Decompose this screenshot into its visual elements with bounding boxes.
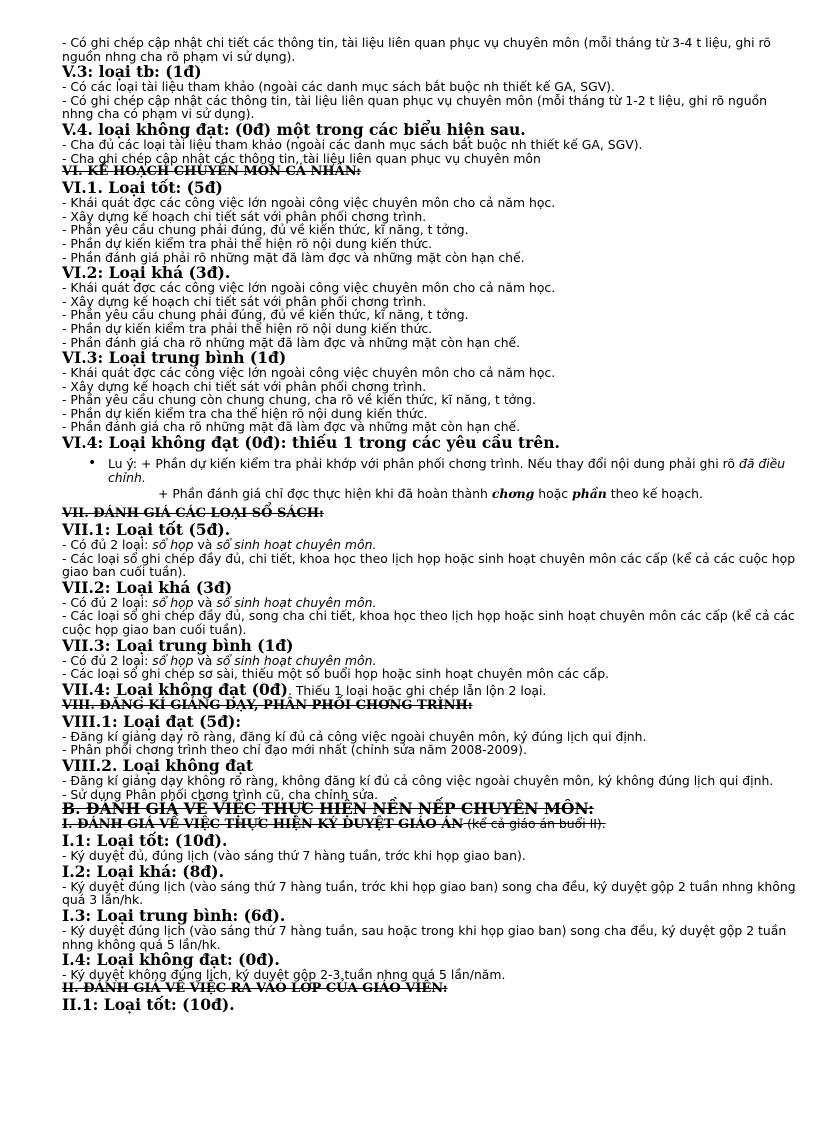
note2-end: theo kế hoạch. bbox=[606, 486, 703, 502]
heading-b-i bbox=[62, 817, 798, 832]
vii4-text: . Thiếu 1 loại hoặc ghi chép lẫn lộn 2 loại. bbox=[287, 682, 547, 698]
vi1-line-3: - Phần yêu cầu chung phải đúng, đủ về kiến thức, kĩ năng, t tởng. bbox=[62, 222, 469, 238]
vi2-line-1: - Khái quát đợc các công việc lớn ngoài công việc chuyên môn cho cả năm học. bbox=[62, 280, 556, 296]
vii1-mid: và bbox=[193, 537, 217, 553]
vi2-line-4: - Phần dự kiến kiểm tra phải thể hiện rõ nội dung kiến thức. bbox=[62, 320, 433, 336]
note2-text: + Phần đánh giá chỉ đợc thực hiện khi đã hoàn thành bbox=[158, 486, 492, 502]
heading-vii4 bbox=[62, 681, 798, 699]
vi3-line-4: - Phần dự kiến kiểm tra cha thể hiện rõ nội dung kiến thức. bbox=[62, 405, 428, 421]
heading-vii2: VII.2: Loại khá (3đ) bbox=[62, 577, 233, 597]
vii3-line-1 bbox=[62, 654, 798, 668]
vi3-line-5: - Phần đánh giá cha rõ những mặt đã làm đợc và những mặt còn hạn chế. bbox=[62, 419, 521, 435]
vii3-italic-2: sổ sinh hoạt chuyên môn. bbox=[216, 652, 377, 668]
vi1-line-2: - Xây dựng kế hoạch chi tiết sát với phân phối chơng trình. bbox=[62, 208, 427, 224]
vi1-line-5: - Phần đánh giá phải rõ những mặt đã làm đợc và những mặt còn hạn chế. bbox=[62, 249, 525, 265]
heading-b-i2: I.2: Loại khá: (8đ). bbox=[62, 861, 224, 881]
v3-line-1: - Có các loại tài liệu tham khảo (ngoài các danh mục sách bắt buộc nh thiết kế GA, SGV). bbox=[62, 79, 615, 95]
note-item bbox=[62, 457, 798, 485]
heading-b-i4: I.4: Loại không đạt: (0đ). bbox=[62, 950, 280, 970]
b-i2-line-1: - Ký duyệt đúng lịch (vào sáng thứ 7 hàng tuần, trớc khi họp giao ban) song cha đều, ký duyệt gộp 2 tuần nhng không quá 3 lần/hk. bbox=[62, 878, 796, 908]
heading-vii: VII. ĐÁNH GIÁ CÁC LOẠI SỔ SÁCH: bbox=[62, 506, 324, 522]
heading-viii1: VIII.1: Loại đạt (5đ): bbox=[62, 711, 242, 731]
heading-part-b: B. ĐÁNH GIÁ VỀ VIỆC THỰC HIỆN NỀN NẾP CHUYÊN MÔN: bbox=[62, 799, 594, 819]
b-i3-line-1: - Ký duyệt đúng lịch (vào sáng thứ 7 hàng tuần, sau hoặc trong khi họp giao ban) song cha đều, ký duyệt gộp 2 tuần nhng không quá 5 lần/hk. bbox=[62, 922, 787, 952]
vii3-text: - Có đủ 2 loại: bbox=[62, 652, 153, 668]
vi3-line-2: - Xây dựng kế hoạch chi tiết sát với phân phối chơng trình. bbox=[62, 378, 427, 394]
viii2-line-1: - Đăng kí giảng dạy không rõ ràng, không đăng kí đủ cả công việc ngoài chuyên môn, ký không đúng lịch qui định. bbox=[62, 773, 774, 788]
v4-line-1: - Cha đủ các loại tài liệu tham khảo (ngoài các danh mục sách bắt buộc nh thiết kế GA, SGV). bbox=[62, 136, 643, 152]
vi2-line-3: - Phần yêu cầu chung phải đúng, đủ về kiến thức, kĩ năng, t tởng. bbox=[62, 307, 469, 323]
b-i4-line-1: - Ký duyệt không đúng lịch, ký duyệt gộp 2-3 tuần nhng quá 5 lần/năm. bbox=[62, 967, 506, 983]
heading-vii1: VII.1: Loại tốt (5đ). bbox=[62, 520, 231, 540]
heading-vi1: VI.1. Loại tốt: (5đ) bbox=[62, 178, 223, 198]
heading-b-i3: I.3: Loại trung bình: (6đ). bbox=[62, 905, 286, 925]
v3-line-2: - Có ghi chép cập nhật các thông tin, tài liệu liên quan phục vụ chuyên môn (mỗi tháng từ 1-2 t liệu, ghi rõ nguồn nhng cha có phạm vi sử dụng). bbox=[62, 92, 768, 122]
heading-b-ii1: II.1: Loại tốt: (10đ). bbox=[62, 994, 235, 1014]
viii1-line-2: - Phân phối chơng trình theo chỉ đạo mới nhất (chỉnh sửa năm 2008-2009). bbox=[62, 742, 527, 758]
note2-word-chapter: chơng bbox=[491, 486, 535, 502]
note-italic: đã điều chỉnh. bbox=[108, 456, 786, 486]
vi1-line-1: - Khái quát đợc các công việc lớn ngoài công việc chuyên môn cho cả năm học. bbox=[62, 195, 556, 211]
bullet-icon: • bbox=[88, 455, 97, 472]
vii1-italic-2: sổ sinh hoạt chuyên môn. bbox=[216, 537, 377, 553]
vii2-line-1 bbox=[62, 596, 798, 610]
vii1-line-2: - Các loại sổ ghi chép đầy đủ, chi tiết, khoa học theo lịch họp hoặc sinh hoạt chuyên môn các cấp (kể cả các cuộc họp giao ban cuối tuần). bbox=[62, 550, 796, 580]
vii3-mid: và bbox=[193, 652, 217, 668]
viii2-line-2: - Sử dụng Phân phối chơng trình cũ, cha chỉnh sửa. bbox=[62, 786, 379, 802]
vii2-italic-2: sổ sinh hoạt chuyên môn. bbox=[216, 594, 377, 610]
viii1-line-1: - Đăng kí giảng dạy rõ ràng, đăng kí đủ cả công việc ngoài chuyên môn, ký đúng lịch qui định. bbox=[62, 728, 647, 744]
note2-word-part: phần bbox=[572, 486, 607, 502]
heading-v4: V.4. loại không đạt: (0đ) một trong các biểu hiện sau. bbox=[62, 119, 526, 139]
vii1-line-1 bbox=[62, 538, 798, 552]
vii3-line-2: - Các loại sổ ghi chép sơ sài, thiếu một số buổi họp hoặc sinh hoạt chuyên môn các cấp. bbox=[62, 666, 610, 682]
vii1-text: - Có đủ 2 loại: bbox=[62, 537, 153, 553]
vi2-line-2: - Xây dựng kế hoạch chi tiết sát với phân phối chơng trình. bbox=[62, 293, 427, 309]
heading-viii: VIII. ĐĂNG KÍ GIẢNG DẠY, PHÂN PHỐI CHƠNG TRÌNH: bbox=[62, 697, 473, 713]
vii1-italic-1: sổ họp bbox=[152, 537, 194, 553]
vii2-text: - Có đủ 2 loại: bbox=[62, 594, 153, 610]
heading-v3: V.3: loại tb: (1đ) bbox=[62, 62, 202, 82]
note2-mid: hoặc bbox=[534, 486, 573, 502]
vi2-line-5: - Phần đánh giá cha rõ những mặt đã làm đợc và những mặt còn hạn chế. bbox=[62, 334, 521, 350]
b-i-note: (kể cả giáo án buổi II). bbox=[463, 816, 606, 832]
b-i-title: I. ĐÁNH GIÁ VỀ VIỆC THỰC HIỆN KÝ DUYỆT GIÁO ÁN bbox=[62, 817, 464, 833]
heading-vi2: VI.2: Loại khá (3đ). bbox=[62, 263, 231, 283]
heading-b-i1: I.1: Loại tốt: (10đ). bbox=[62, 831, 228, 851]
vi3-line-1: - Khái quát đợc các công việc lớn ngoài công việc chuyên môn cho cả năm học. bbox=[62, 365, 556, 381]
vii2-italic-1: sổ họp bbox=[152, 594, 194, 610]
heading-vi4: VI.4: Loại không đạt (0đ): thiếu 1 trong các yêu cầu trên. bbox=[62, 433, 560, 453]
heading-vi3: VI.3: Loại trung bình (1đ) bbox=[62, 348, 287, 368]
vi1-line-4: - Phần dự kiến kiểm tra phải thể hiện rõ nội dung kiến thức. bbox=[62, 235, 433, 251]
document-page bbox=[62, 36, 798, 1013]
vii2-mid: và bbox=[193, 594, 217, 610]
vi3-line-3: - Phần yêu cầu chung còn chung chung, cha rõ về kiến thức, kĩ năng, t tởng. bbox=[62, 392, 536, 408]
heading-vi: VI. KẾ HOẠCH CHUYÊN MÔN CÁ NHÂN: bbox=[62, 164, 361, 180]
heading-b-ii: II. ĐÁNH GIÁ VỀ VIỆC RA VÀO LỚP CỦA GIÁO VIÊN: bbox=[62, 980, 448, 996]
note-text: Lu ý: + Phần dự kiến kiểm tra phải khớp với phân phối chơng trình. Nếu thay đổi nội dung phải ghi rõ bbox=[108, 456, 739, 472]
b-i1-line-1: - Ký duyệt đủ, đúng lịch (vào sáng thứ 7 hàng tuần, trớc khi họp giao ban). bbox=[62, 848, 526, 864]
intro-line: - Có ghi chép cập nhật chi tiết các thông tin, tài liệu liên quan phục vụ chuyên môn (mỗi tháng từ 3-4 t liệu, ghi rõ nguồn nhng cha rõ phạm vi sử dụng). bbox=[62, 35, 771, 64]
v4-line-2: - Cha ghi chép cập nhật các thông tin, tài liệu liên quan phục vụ chuyên môn bbox=[62, 150, 541, 166]
vii3-italic-1: sổ họp bbox=[152, 652, 194, 668]
vii4-title: VII.4: Loại không đạt (0đ) bbox=[62, 679, 288, 699]
vii2-line-2: - Các loại sổ ghi chép đầy đủ, song cha chi tiết, khoa học theo lịch họp hoặc sinh hoạt chuyên môn các cấp (kể cả các cuộc họp giao ban cuối tuần). bbox=[62, 608, 795, 638]
heading-viii2: VIII.2. Loại không đạt bbox=[62, 756, 254, 775]
note-item-2 bbox=[62, 487, 798, 501]
heading-vii3: VII.3: Loại trung bình (1đ) bbox=[62, 635, 294, 655]
